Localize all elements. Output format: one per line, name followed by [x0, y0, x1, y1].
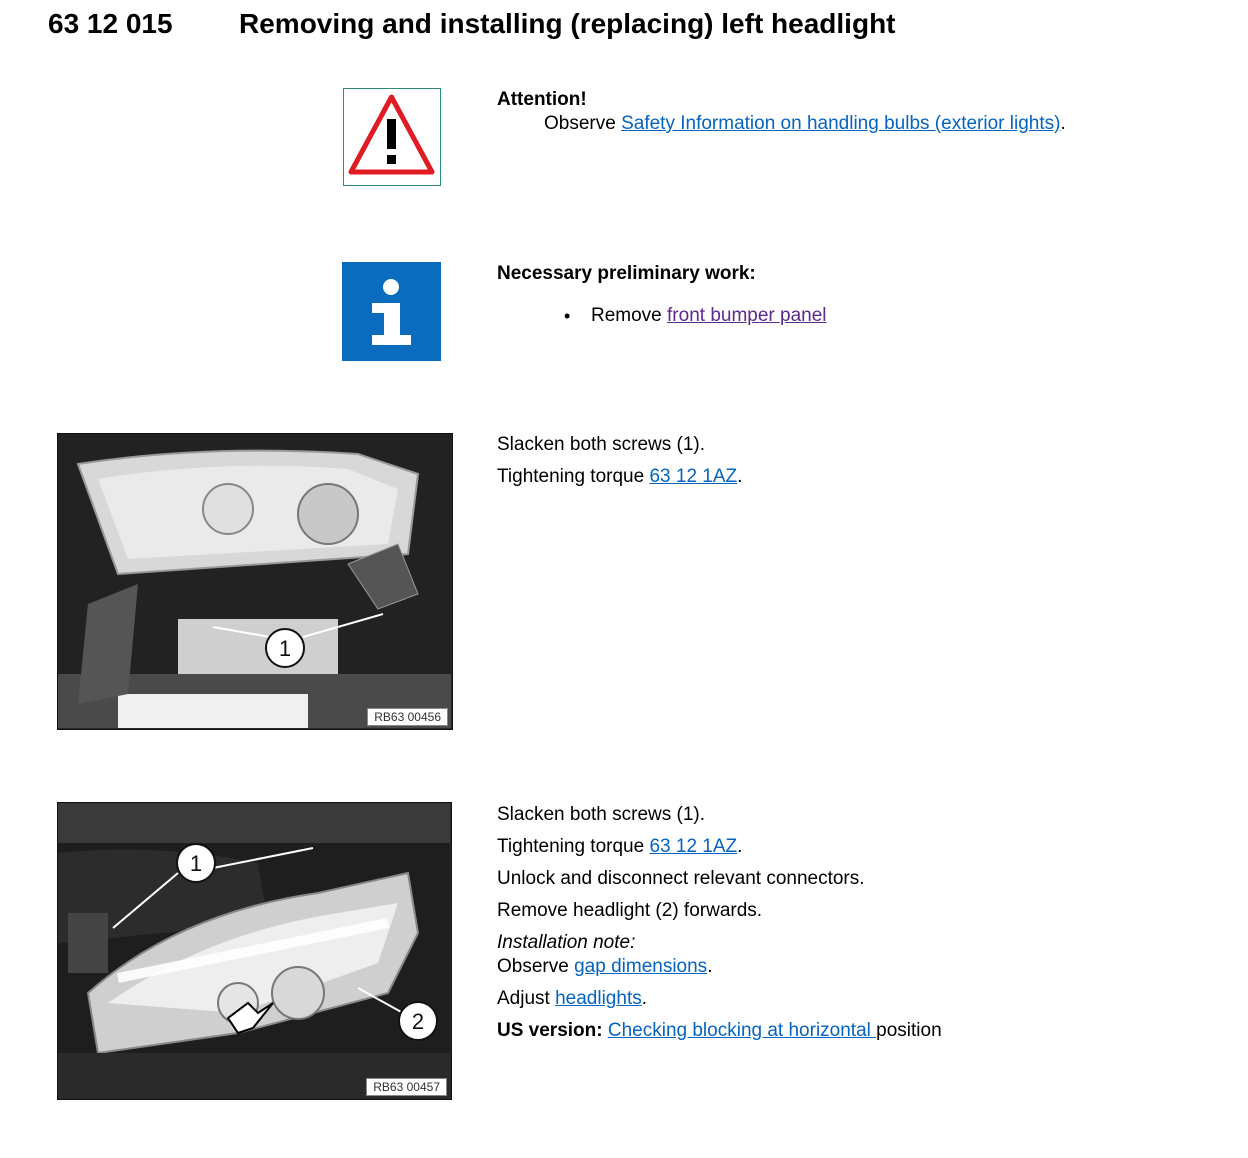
us-version-label: US version:: [497, 1020, 603, 1041]
prelim-item-prefix: Remove: [591, 305, 668, 326]
step2-line1: Slacken both screws (1).: [497, 804, 706, 825]
headlight-photo-1: [57, 433, 453, 730]
torque-link[interactable]: 63 12 1AZ: [649, 836, 738, 857]
attention-prefix: Observe: [544, 113, 622, 134]
step1-block: [497, 433, 742, 489]
checking-blocking-link[interactable]: Checking blocking at horizontal: [607, 1020, 877, 1041]
headlights-link[interactable]: headlights: [555, 988, 642, 1009]
callout-1: 1: [189, 851, 203, 876]
attention-text: [497, 112, 1066, 136]
safety-info-link[interactable]: Safety Information on handling bulbs (exterior lights): [621, 113, 1061, 134]
us-version-line: [497, 1019, 942, 1043]
adjust-suffix: .: [641, 988, 647, 1009]
headlight-photo-2: [57, 802, 452, 1100]
prelim-list: [497, 304, 827, 328]
callout-1: 1: [278, 636, 292, 661]
list-item: [591, 304, 827, 328]
front-bumper-link[interactable]: front bumper panel: [667, 305, 827, 326]
info-icon: [342, 262, 441, 361]
step2-torque: [497, 835, 942, 859]
torque-suffix: .: [737, 836, 743, 857]
step1-line1: Slacken both screws (1).: [497, 434, 706, 455]
installation-note: Installation note:: [497, 932, 636, 953]
prelim-heading: Necessary preliminary work:: [497, 263, 756, 284]
callout-2: 2: [411, 1009, 425, 1034]
image-ref-label: RB63 00456: [367, 708, 448, 726]
torque-link[interactable]: 63 12 1AZ: [649, 466, 738, 487]
procedure-number: 63 12 015: [48, 8, 173, 39]
torque-suffix: .: [737, 466, 743, 487]
torque-prefix: Tightening torque: [497, 466, 650, 487]
attention-block: [497, 88, 1066, 136]
step2-line4: Remove headlight (2) forwards.: [497, 900, 763, 921]
image-ref-label: RB63 00457: [366, 1078, 447, 1096]
step2-block: [497, 803, 942, 1043]
us-suffix: position: [876, 1020, 942, 1041]
torque-prefix: Tightening torque: [497, 836, 650, 857]
gap-line: [497, 955, 942, 979]
page-title: Removing and installing (replacing) left headlight: [239, 8, 896, 39]
gap-prefix: Observe: [497, 956, 575, 977]
step1-torque: [497, 465, 742, 489]
adjust-prefix: Adjust: [497, 988, 556, 1009]
gap-suffix: .: [707, 956, 713, 977]
warning-triangle-icon: [343, 88, 441, 186]
prelim-block: [497, 262, 827, 328]
attention-suffix: .: [1060, 113, 1066, 134]
step2-line3: Unlock and disconnect relevant connectors.: [497, 868, 865, 889]
gap-dimensions-link[interactable]: gap dimensions: [574, 956, 708, 977]
attention-heading: Attention!: [497, 89, 587, 110]
adjust-line: [497, 987, 942, 1011]
